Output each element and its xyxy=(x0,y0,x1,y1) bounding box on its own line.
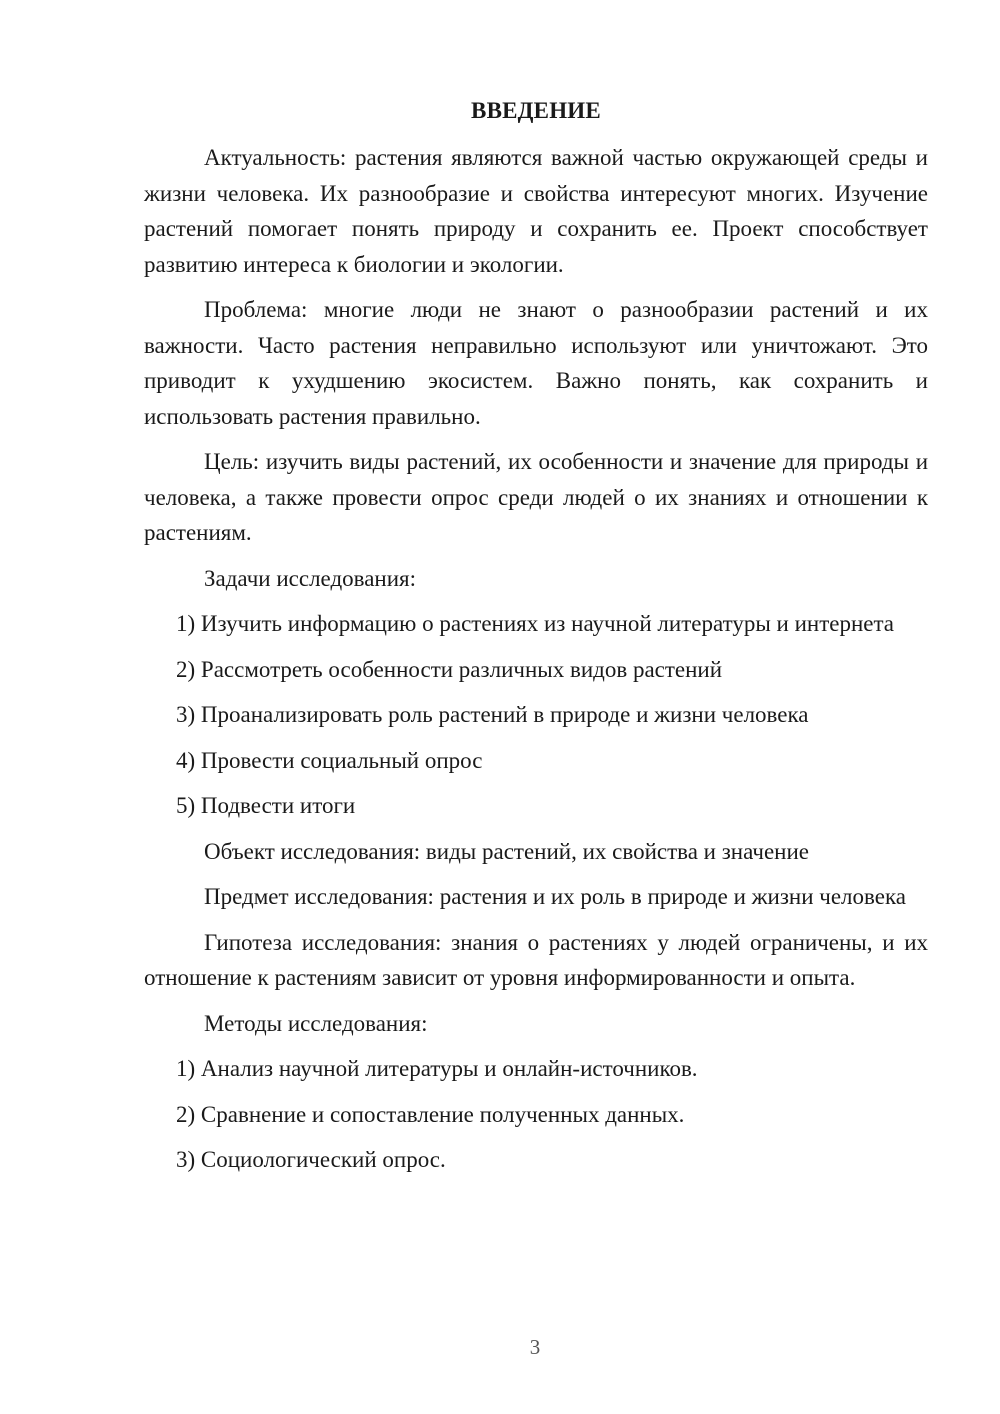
methods-heading: Методы исследования: xyxy=(204,1010,428,1036)
task-item: 2) Рассмотреть особенности различных видов растений xyxy=(176,656,723,682)
page-content xyxy=(144,94,928,1188)
hypothesis-paragraph: Гипотеза исследования: знания о растениях у людей ограничены, и их отношение к растениям зависит от уровня информированности и опыта. xyxy=(144,929,928,990)
subject-paragraph: Предмет исследования: растения и их роль в природе и жизни человека xyxy=(204,884,907,909)
method-item: 2) Сравнение и сопоставление полученных данных. xyxy=(176,1101,685,1127)
task-item: 5) Подвести итоги xyxy=(176,793,356,818)
relevance-paragraph: Актуальность: растения являются важной частью окружающей среды и жизни человека. Их разнообразие и свойства интересуют многих. Изучение растений помогает понять природу и сохранить ее. Проект способствует развитию интереса к биологии и экологии. xyxy=(144,145,928,277)
task-item: 4) Провести социальный опрос xyxy=(176,747,483,773)
problem-paragraph: Проблема: многие люди не знают о разнообразии растений и их важности. Часто растения неправильно используют или уничтожают. Это приводит к ухудшению экосистем. Важно понять, как сохранить и использовать растения правильно. xyxy=(144,297,928,429)
section-title: ВВЕДЕНИЕ xyxy=(471,98,601,123)
method-item: 3) Социологический опрос. xyxy=(176,1147,446,1172)
method-item: 1) Анализ научной литературы и онлайн-источников. xyxy=(176,1056,698,1081)
page-number: 3 xyxy=(529,1335,541,1359)
goal-paragraph: Цель: изучить виды растений, их особенности и значение для природы и человека, а также провести опрос среди людей о их знаниях и отношении к растениям. xyxy=(144,449,928,545)
task-item: 1) Изучить информацию о растениях из научной литературы и интернета xyxy=(176,611,895,636)
object-paragraph: Объект исследования: виды растений, их свойства и значение xyxy=(204,838,809,864)
task-item: 3) Проанализировать роль растений в природе и жизни человека xyxy=(176,702,809,727)
tasks-heading: Задачи исследования: xyxy=(204,565,417,591)
